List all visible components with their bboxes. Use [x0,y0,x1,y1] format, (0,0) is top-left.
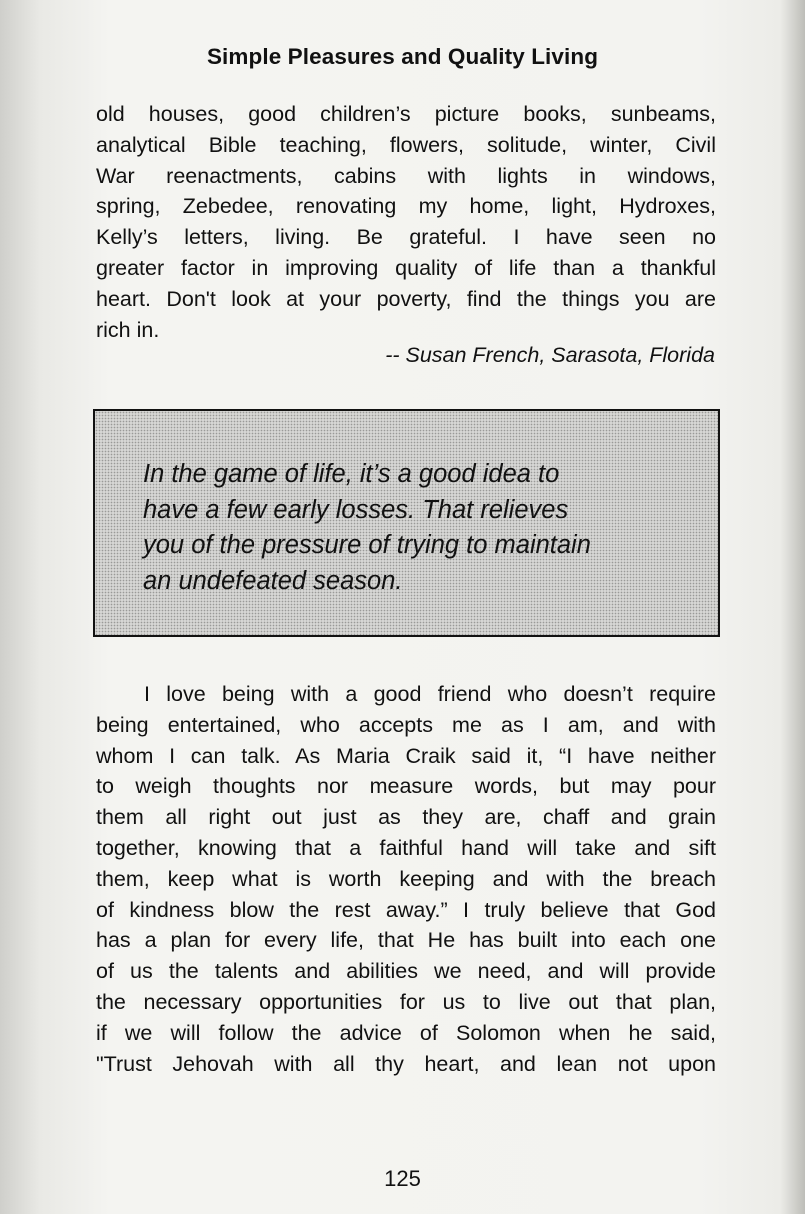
text-line: whom I can talk. As Maria Craik said it, “I have neither [96,743,716,768]
quote-box [93,409,720,637]
text-line: greater factor in improving quality of life than a thankful [96,255,716,280]
text-line: being entertained, who accepts me as I am, and with [96,712,716,737]
paragraph-1 [96,99,716,345]
attribution: -- Susan French, Sarasota, Florida [385,343,715,367]
quote-text [143,457,591,599]
quote-line: have a few early losses. That relieves [143,495,569,524]
text-line: together, knowing that a faithful hand will take and sift [96,835,716,860]
text-line: of kindness blow the rest away.” I truly believe that God [96,897,716,922]
text-line: analytical Bible teaching, flowers, solitude, winter, Civil [96,132,716,157]
quote-line: In the game of life, it’s a good idea to [143,460,560,488]
paragraph-2 [96,679,716,1079]
text-line: "Trust Jehovah with all thy heart, and lean not upon [96,1051,716,1076]
running-head-title: Simple Pleasures and Quality Living [206,44,599,69]
quote-line: you of the pressure of trying to maintain [143,531,591,559]
quote-line: an undefeated season. [143,566,403,595]
text-line: Kelly’s letters, living. Be grateful. I have seen no [96,225,716,250]
text-line: them, keep what is worth keeping and with the breach [96,866,716,891]
text-line: old houses, good children’s picture books, sunbeams, [96,102,716,126]
text-line: to weigh thoughts nor measure words, but may pour [96,774,716,799]
text-line: them all right out just as they are, chaff and grain [96,805,716,830]
text-line: I love being with a good friend who doesn’t require [144,682,716,706]
page-number: 125 [384,1166,421,1191]
text-line: rich in. [96,317,160,342]
text-line: heart. Don't look at your poverty, find the things you are [96,286,716,311]
text-line: if we will follow the advice of Solomon when he said, [96,1020,716,1045]
text-line: War reenactments, cabins with lights in windows, [96,163,716,188]
text-line: spring, Zebedee, renovating my home, light, Hydroxes, [96,194,716,219]
text-line: the necessary opportunities for us to live out that plan, [96,989,716,1014]
text-line: of us the talents and abilities we need, and will provide [96,959,716,984]
text-line: has a plan for every life, that He has built into each one [96,928,716,953]
